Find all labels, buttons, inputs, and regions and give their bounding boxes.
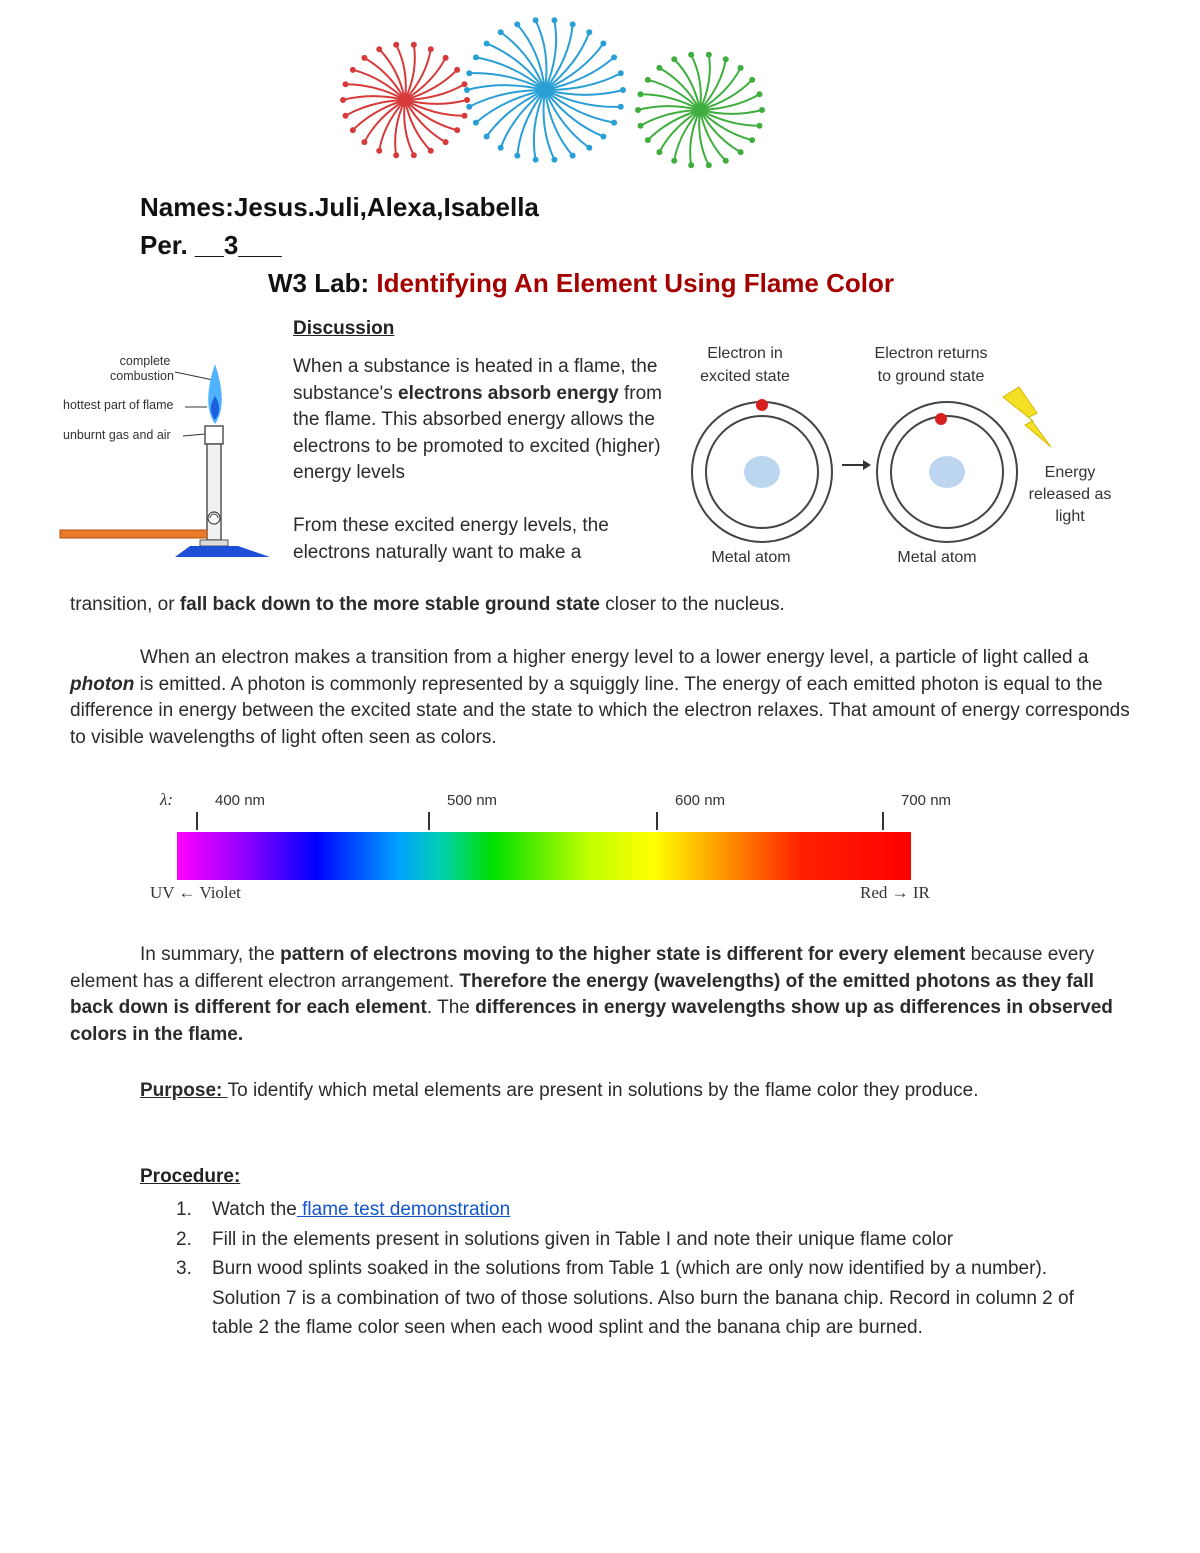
red-firework [340,42,470,158]
purpose-text: To identify which metal elements are present in solutions by the flame color they produce. [227,1080,979,1101]
visible-spectrum [145,785,952,910]
step-text: Burn wood splints soaked in the solutions from Table 1 (which are only now identified by a number). Solution 7 is a combination of two of those solutions. Also burn the banana chip. Record in column 2 of table 2 the flame color seen when each wood splint and the banana chip are burned. [212,1258,1074,1338]
step-number: 1. [176,1199,192,1220]
summary-bold-text: differences in energy wavelengths show up as differences in observed colors in the flame. [70,997,1113,1045]
label-hottest-part: hottest part of flame [63,398,174,412]
discussion-bold-text: fall back down to the more stable ground state [179,594,600,615]
summary-text: because every element has a different electron arrangement. [70,944,1095,992]
discussion-text: transition, or [70,594,180,615]
spectrum-tick-label: 400 nm [215,792,266,809]
purpose-label: Purpose: [140,1080,228,1101]
energy-label-line2: released as [1028,486,1112,503]
green-firework [635,52,765,168]
spectrum-right-end: Red → IR [860,883,930,902]
discussion-heading: Discussion [293,318,395,339]
spectrum-tick-label: 600 nm [675,792,726,809]
lambda-label: λ: [160,790,174,809]
photon-text: When an electron makes a transition from a higher energy level to a lower energy level, a particle of light called a [140,647,1089,668]
blue-firework [464,17,626,162]
spectrum-left-end: UV ← Violet [150,883,241,902]
student-names: Names:Jesus.Juli,Alexa,Isabella [140,192,539,222]
right-atom-label: Metal atom [897,549,977,566]
summary-text: . The [426,997,476,1018]
discussion-text: closer to the nucleus. [600,594,785,615]
discussion-text: When a substance is heated in a flame, the substance's [293,356,658,404]
excited-electron [756,399,768,411]
step-number: 3. [176,1258,192,1279]
fireworks-icon [320,20,780,180]
summary-bold-text: Therefore the energy (wavelengths) of the emitted photons as they fall back down is different for each element [70,970,1094,1018]
label-complete-combustion: complete [119,354,171,368]
spectrum-bar [177,832,911,880]
left-caption-line2: excited state [700,368,790,385]
step-text: Watch the [212,1199,297,1220]
energy-label-line3: light [1055,508,1085,525]
summary-bold-text: pattern of electrons moving to the higher state is different for every element [280,944,966,965]
discussion-continued [70,592,1130,619]
discussion-text: From these excited energy levels, the electrons naturally want to make a [293,515,609,563]
title-main: Identifying An Element Using Flame Color [376,268,894,298]
title-prefix: W3 Lab: [268,268,377,298]
ground-electron [935,413,947,425]
page-title [268,268,894,299]
right-caption-line2: to ground state [877,368,985,385]
discussion-paragraph [293,354,673,566]
photon-text: is emitted. A photon is commonly represented by a squiggly line. The energy of each emitted photon is equal to the difference in energy between the excited state and the state to which the electron relaxes. That amount of energy corresponds to visible wavelengths of light often seen as colors. [70,673,1130,748]
procedure-step [140,1225,1080,1255]
procedure-step [140,1195,1080,1225]
flame-test-demo-link[interactable]: flame test demonstration [296,1199,511,1220]
bunsen-burner-diagram [55,350,280,565]
energy-label-line1: Energy [1044,464,1096,481]
label-complete-combustion-2: combustion [110,369,174,383]
procedure-step [140,1254,1080,1343]
right-caption-line1: Electron returns [874,345,988,362]
left-atom-label: Metal atom [711,549,791,566]
step-text: Fill in the elements present in solutions given in Table I and note their unique flame color [212,1228,954,1250]
procedure-list [140,1195,1080,1343]
spectrum-tick-label: 700 nm [901,792,952,809]
step-number: 2. [176,1228,192,1250]
summary-paragraph [70,942,1130,1048]
electron-transition-diagram [685,335,1130,575]
procedure-heading: Procedure: [140,1166,241,1187]
label-unburnt-gas: unburnt gas and air [63,428,171,442]
spectrum-tick-label: 500 nm [447,792,498,809]
discussion-bold-text: electrons absorb energy [398,382,619,404]
summary-text: In summary, the [140,944,281,965]
discussion-text: from the flame. This absorbed energy allows the electrons to be promoted to excited (higher) energy levels [293,382,663,483]
class-period: Per. __3___ [140,230,282,260]
photon-paragraph [70,645,1130,751]
lightning-icon [1003,387,1051,447]
photon-term: photon [70,673,135,695]
left-caption-line1: Electron in [707,345,783,362]
purpose-section [140,1076,1040,1106]
